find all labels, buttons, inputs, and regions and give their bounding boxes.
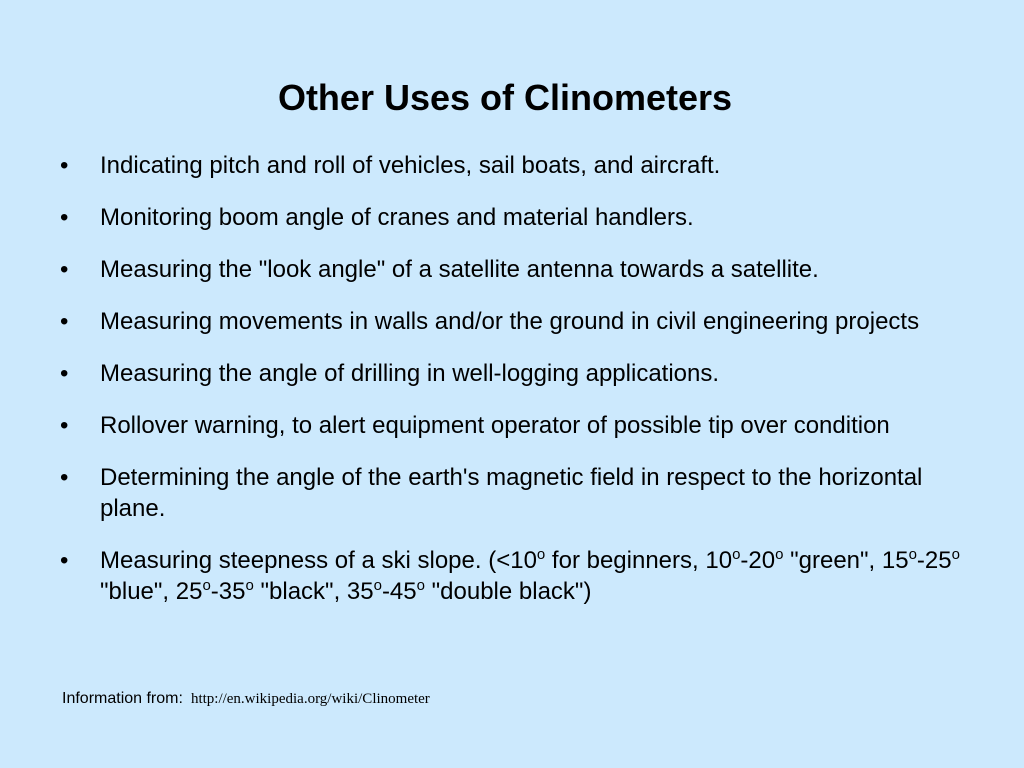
slide-title: Other Uses of Clinometers [277, 77, 733, 118]
bullet-text: Rollover warning, to alert equipment operator of possible tip over condition [100, 412, 890, 439]
degree-superscript: o [951, 546, 960, 563]
text-fragment: -25 [916, 547, 952, 574]
bullet-item [60, 150, 960, 181]
text-fragment: "blue", 25 [100, 578, 203, 605]
source-link[interactable]: http://en.wikipedia.org/wiki/Clinometer [190, 691, 430, 707]
bullet-text: Measuring movements in walls and/or the ground in civil engineering projects [100, 308, 920, 335]
source-label: Information from: [62, 690, 183, 707]
bullet-marker: • [60, 360, 69, 387]
text-fragment: -20 [740, 547, 776, 574]
text-fragment: -35 [210, 578, 246, 605]
degree-superscript: o [908, 546, 917, 563]
bullet-item [60, 202, 960, 233]
source-citation [62, 689, 430, 709]
bullet-marker: • [60, 464, 69, 491]
bullet-text: Determining the angle of the earth's magnetic field in respect to the horizontal plane. [100, 464, 923, 522]
degree-superscript: o [775, 546, 784, 563]
bullet-text [100, 547, 960, 605]
bullet-text: Measuring the "look angle" of a satellite antenna towards a satellite. [100, 256, 819, 283]
text-fragment: "black", 35 [253, 578, 374, 605]
bullet-text: Measuring the angle of drilling in well-logging applications. [100, 360, 720, 387]
text-fragment: for beginners, 10 [545, 547, 733, 574]
text-fragment: Measuring steepness of a ski slope. (<10 [100, 547, 537, 574]
bullet-item [60, 410, 960, 441]
bullet-text: Indicating pitch and roll of vehicles, sail boats, and aircraft. [100, 152, 721, 179]
bullet-item [60, 462, 960, 524]
text-fragment: "double black") [424, 578, 592, 605]
bullet-marker: • [60, 152, 69, 179]
bullet-marker: • [60, 308, 69, 335]
bullet-item [60, 306, 960, 337]
degree-superscript: o [245, 577, 254, 594]
bullet-marker: • [60, 256, 69, 283]
degree-superscript: o [373, 577, 382, 594]
degree-superscript: o [416, 577, 425, 594]
bullet-item [60, 254, 960, 285]
bullet-list [60, 150, 960, 628]
bullet-item [60, 358, 960, 389]
bullet-text: Monitoring boom angle of cranes and material handlers. [100, 204, 694, 231]
bullet-marker: • [60, 204, 69, 231]
text-fragment: -45 [381, 578, 417, 605]
degree-superscript: o [202, 577, 211, 594]
text-fragment: "green", 15 [783, 547, 909, 574]
degree-superscript: o [732, 546, 741, 563]
bullet-marker: • [60, 412, 69, 439]
bullet-item-ski-slope [60, 545, 960, 607]
degree-superscript: o [536, 546, 546, 563]
bullet-marker: • [60, 547, 69, 574]
